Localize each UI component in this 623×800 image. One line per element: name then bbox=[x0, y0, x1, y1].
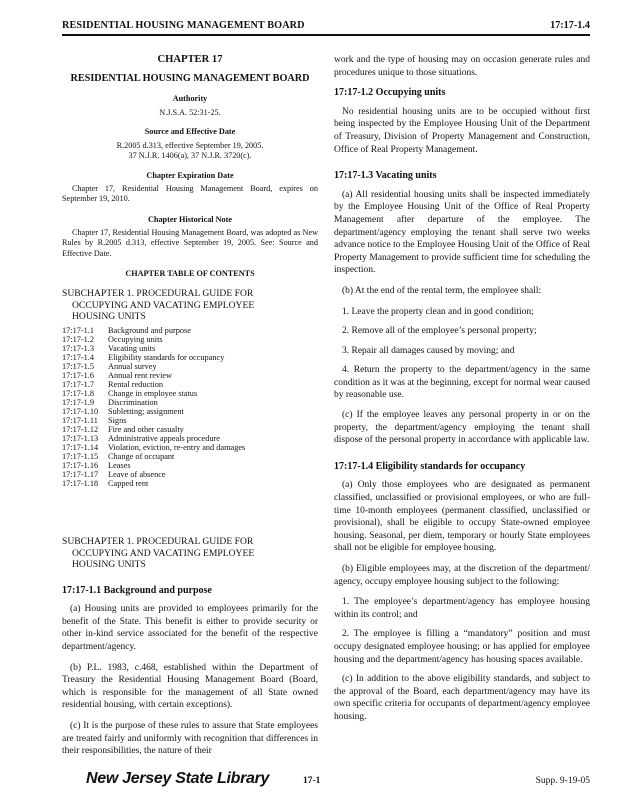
toc-entry bbox=[62, 353, 318, 362]
historical-note-heading: Chapter Historical Note bbox=[148, 214, 232, 224]
toc-entry-number: 17:17-1.5 bbox=[62, 361, 95, 371]
toc-entry-title: Background and purpose bbox=[108, 325, 191, 335]
toc-entry-number: 17:17-1.1 bbox=[62, 325, 95, 335]
section-1-3-para-c: (c) If the employee leaves any personal property in or on the property, the department/agency employing the tenant shall dispose of the personal property in accordance with applicable law. bbox=[334, 410, 590, 446]
continued-text: work and the type of housing may on occasion generate rules and procedures unique to those situations. bbox=[334, 55, 590, 78]
section-1-1-heading: 17:17-1.1 Background and purpose bbox=[62, 584, 212, 596]
toc-entry-title: Rental reduction bbox=[108, 379, 164, 389]
section-1-1-para-c: (c) It is the purpose of these rules to assure that State employees are treated fairly and uniformly with recognition that differences in their responsibilities, the nature of their bbox=[62, 721, 318, 757]
toc-entry-number: 17:17-1.15 bbox=[62, 452, 99, 462]
toc-entry-number: 17:17-1.7 bbox=[62, 379, 95, 389]
section-1-3-para-b: (b) At the end of the rental term, the employee shall: bbox=[342, 285, 542, 296]
toc-entry bbox=[62, 479, 318, 488]
toc-entry bbox=[62, 380, 318, 389]
toc-entry bbox=[62, 452, 318, 461]
section-1-4-para-a: (a) Only those employees who are designated as permanent classified, unclassified or provisional employees, or who are full-time 10-month employees (permanent classified, unclassified or provisional), shall be eligible to occupy State-owned employee housing. Seasonal, per diem, temporary or hourly State employees shall not be eligible for employee housing. bbox=[334, 480, 590, 554]
toc-subchapter-line-3: HOUSING UNITS bbox=[72, 311, 146, 323]
section-1-3-heading: 17:17-1.3 Vacating units bbox=[334, 170, 437, 182]
page-number: 17-1 bbox=[303, 776, 321, 786]
expiration-text: Chapter 17, Residential Housing Management Board, expires on September 19, 2010. bbox=[62, 184, 318, 204]
running-header bbox=[62, 14, 590, 36]
toc-entry-title: Annual survey bbox=[108, 361, 157, 371]
supplement-date: Supp. 9-19-05 bbox=[535, 776, 590, 786]
toc-subchapter-line-2: OCCUPYING AND VACATING EMPLOYEE bbox=[72, 299, 255, 311]
section-1-3-item-2: 2. Remove all of the employee’s personal property; bbox=[342, 326, 537, 337]
section-1-3-para-a: (a) All residential housing units shall be inspected immediately by the Employee Housing Unit of the Office of Real Property Management after departure of the employee. The department/agency employing the tenant shall serve two weeks advance notice to the Employee Housing Unit of the Office of Real Property Management to provide sufficient time for scheduling the inspection. bbox=[334, 189, 590, 276]
toc-entry-number: 17:17-1.3 bbox=[62, 343, 95, 353]
expiration-heading: Chapter Expiration Date bbox=[146, 170, 234, 180]
toc-entry-title: Change in employee status bbox=[108, 388, 198, 398]
toc-entry bbox=[62, 344, 318, 353]
toc-entry-number: 17:17-1.6 bbox=[62, 370, 95, 380]
section-1-4-para-c: (c) In addition to the above eligibility standards, and subject to the approval of the Board, each department/agency may have its own specific criteria for occupants of department/agency employee housing. bbox=[334, 674, 590, 722]
toc-entry-title: Leases bbox=[108, 461, 131, 471]
toc-entry bbox=[62, 425, 318, 434]
toc-entry-number: 17:17-1.2 bbox=[62, 334, 95, 344]
toc-entry-number: 17:17-1.11 bbox=[62, 416, 98, 426]
section-1-4-item-1: 1. The employee’s department/agency has employee housing within its control; and bbox=[334, 597, 590, 620]
subchapter-line-2: OCCUPYING AND VACATING EMPLOYEE bbox=[72, 547, 255, 559]
section-1-4-item-2: 2. The employee is filling a “mandatory” position and must occupy designated employee housing; or has applied for employee housing and the department/agency has housing spaces available. bbox=[334, 629, 590, 665]
subchapter-line-1: SUBCHAPTER 1. PROCEDURAL GUIDE FOR bbox=[62, 536, 254, 548]
section-1-1-para-a: (a) Housing units are provided to employees primarily for the benefit of the State. This benefit is either to provide security or other in-kind service associated for the benefit of the respective department/agency. bbox=[62, 604, 318, 653]
authority-heading: Authority bbox=[172, 94, 208, 104]
toc-entry-title: Vacating units bbox=[108, 343, 156, 353]
toc-entry-number: 17:17-1.13 bbox=[62, 434, 99, 444]
toc-entry-title: Discrimination bbox=[108, 397, 158, 407]
toc-entry-title: Fire and other casualty bbox=[108, 425, 184, 435]
toc-entry bbox=[62, 443, 318, 452]
toc-entry-number: 17:17-1.8 bbox=[62, 388, 95, 398]
toc-entry-number: 17:17-1.17 bbox=[62, 470, 99, 480]
source-text bbox=[62, 141, 318, 162]
toc-entry-title: Change of occupant bbox=[108, 452, 175, 462]
section-1-2-text: No residential housing units are to be occupied without first being inspected by the Employee Housing Unit of the Department of Treasury, Division of Property Management and Construction, Office of Real Property Management. bbox=[334, 106, 590, 155]
subchapter-line-3: HOUSING UNITS bbox=[72, 559, 146, 571]
toc-entry-number: 17:17-1.9 bbox=[62, 397, 95, 407]
toc-entry-title: Annual rent review bbox=[108, 370, 173, 380]
chapter-title: CHAPTER 17 bbox=[157, 54, 223, 65]
section-1-1-para-b: (b) P.L. 1983, c.468, established within the Department of Treasury the Residential Housing Management Board (Board, which is responsible for the management of all State owned residential housing, with certain exceptions). bbox=[62, 662, 318, 711]
section-1-3-item-4: 4. Return the property to the department/agency in the same condition as it was at the beginning, except for normal wear caused by reasonable use. bbox=[334, 365, 590, 401]
toc-entry-number: 17:17-1.12 bbox=[62, 425, 99, 435]
toc-entry bbox=[62, 461, 318, 470]
library-logo-text: New Jersey State Library bbox=[86, 770, 270, 787]
toc-entry-title: Violation, eviction, re-entry and damages bbox=[108, 443, 246, 453]
toc-entry bbox=[62, 335, 318, 344]
subchapter-title bbox=[62, 536, 318, 570]
toc-entry bbox=[62, 362, 318, 371]
toc-heading: CHAPTER TABLE OF CONTENTS bbox=[125, 268, 255, 278]
toc-entry bbox=[62, 326, 318, 335]
source-line-2: 37 N.J.R. 1406(a), 37 N.J.R. 3720(c). bbox=[128, 151, 252, 161]
source-heading: Source and Effective Date bbox=[144, 127, 236, 137]
toc-entry-title: Administrative appeals procedure bbox=[108, 434, 220, 444]
toc-subchapter-title bbox=[62, 288, 318, 322]
toc-list bbox=[62, 326, 318, 489]
section-1-3-item-3: 3. Repair all damages caused by moving; and bbox=[342, 345, 515, 356]
toc-entry-title: Signs bbox=[108, 416, 127, 426]
right-column bbox=[334, 54, 590, 732]
toc-entry-title: Eligibility standards for occupancy bbox=[108, 352, 225, 362]
left-column bbox=[62, 54, 318, 766]
toc-entry-title: Occupying units bbox=[108, 334, 163, 344]
toc-entry-number: 17:17-1.16 bbox=[62, 461, 99, 471]
toc-entry-number: 17:17-1.4 bbox=[62, 352, 95, 362]
toc-entry bbox=[62, 371, 318, 380]
section-1-4-heading: 17:17-1.4 Eligibility standards for occupancy bbox=[334, 460, 526, 472]
historical-note-text: Chapter 17, Residential Housing Management Board, was adopted as New Rules by R.2005 d.313, effective September 19, 2005. See: Source and Effective Date. bbox=[62, 228, 318, 258]
toc-entry bbox=[62, 389, 318, 398]
toc-subchapter-line-1: SUBCHAPTER 1. PROCEDURAL GUIDE FOR bbox=[62, 288, 254, 300]
toc-entry-title: Capped rent bbox=[108, 479, 149, 489]
toc-entry-number: 17:17-1.14 bbox=[62, 443, 99, 453]
authority-text: N.J.S.A. 52:31-25. bbox=[159, 107, 221, 117]
toc-entry bbox=[62, 407, 318, 416]
header-section-number: 17:17-1.4 bbox=[550, 20, 590, 31]
section-1-4-para-b: (b) Eligible employees may, at the discretion of the department/ agency, occupy employee housing subject to the following: bbox=[334, 564, 590, 587]
source-line-1: R.2005 d.313, effective September 19, 2005. bbox=[116, 140, 264, 150]
toc-entry bbox=[62, 416, 318, 425]
header-title: RESIDENTIAL HOUSING MANAGEMENT BOARD bbox=[62, 20, 305, 31]
section-1-2-heading: 17:17-1.2 Occupying units bbox=[334, 87, 446, 99]
toc-entry-number: 17:17-1.18 bbox=[62, 479, 99, 489]
section-1-3-item-1: 1. Leave the property clean and in good condition; bbox=[342, 306, 534, 317]
toc-entry-title: Subletting; assignment bbox=[108, 407, 184, 417]
toc-entry-title: Leave of absence bbox=[108, 470, 166, 480]
toc-entry bbox=[62, 434, 318, 443]
toc-entry-number: 17:17-1.10 bbox=[62, 407, 99, 417]
toc-entry bbox=[62, 398, 318, 407]
board-title: RESIDENTIAL HOUSING MANAGEMENT BOARD bbox=[70, 72, 310, 84]
toc-entry bbox=[62, 470, 318, 479]
